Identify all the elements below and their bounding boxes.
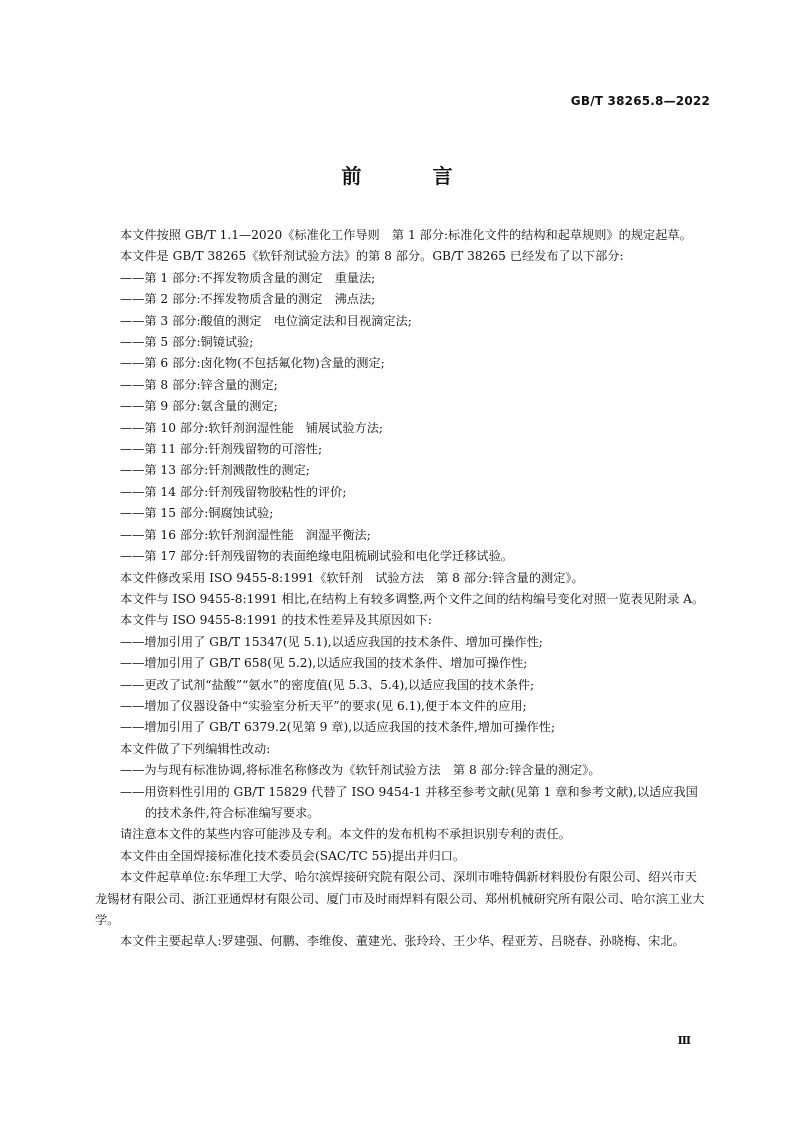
list-item: ——第 11 部分:钎剂残留物的可溶性;: [120, 442, 323, 457]
paragraph-technical-differences: 本文件与 ISO 9455-8:1991 的技术性差异及其原因如下:: [120, 613, 432, 628]
page-number: Ⅲ: [677, 1034, 690, 1047]
list-item: ——增加了仪器设备中“实验室分析天平”的要求(见 6.1),便于本文件的应用;: [120, 698, 527, 713]
list-item: ——为与现有标准协调,将标准名称修改为《软钎剂试验方法 第 8 部分:锌含量的测定》。: [120, 763, 601, 778]
list-item: ——第 17 部分:钎剂残留物的表面绝缘电阻梳刷试验和电化学迁移试验。: [120, 549, 513, 564]
paragraph-patent-notice: 请注意本文件的某些内容可能涉及专利。本文件的发布机构不承担识别专利的责任。: [120, 827, 571, 842]
list-item: ——第 6 部分:卤化物(不包括氟化物)含量的测定;: [120, 356, 385, 371]
paragraph-proposer: 本文件由全国焊接标准化技术委员会(SAC/TC 55)提出并归口。: [120, 848, 466, 863]
list-item: ——第 10 部分:软钎剂润湿性能 铺展试验方法;: [120, 420, 384, 435]
list-item: ——更改了试剂“盐酸”“氨水”的密度值(见 5.3、5.4),以适应我国的技术条件;: [120, 677, 535, 692]
list-item: ——第 14 部分:钎剂残留物胶粘性的评价;: [120, 484, 347, 499]
list-item: ——第 1 部分:不挥发物质含量的测定 重量法;: [120, 270, 376, 285]
list-item: ——增加引用了 GB/T 6379.2(见第 9 章),以适应我国的技术条件,增加可操作性;: [120, 720, 556, 735]
paragraph-editorial-changes: 本文件做了下列编辑性改动:: [120, 741, 271, 756]
standard-code: GB/T 38265.8—2022: [570, 94, 710, 108]
document-body: [95, 225, 709, 953]
list-item: ——增加引用了 GB/T 658(见 5.2),以适应我国的技术条件、增加可操作性;: [120, 656, 528, 671]
list-item: ——第 3 部分:酸值的测定 电位滴定法和目视滴定法;: [120, 313, 412, 328]
paragraph-structure-changes: 本文件与 ISO 9455-8:1991 相比,在结构上有较多调整,两个文件之间的结构编号变化对照一览表见附录 A。: [120, 591, 705, 606]
list-item: ——用资料性引用的 GB/T 15829 代替了 ISO 9454-1 并移至参考文献(见第 1 章和参考文献),以适应我国的技术条件,符合标准编写要求。: [120, 784, 698, 820]
list-item: ——第 13 部分:钎剂溅散性的测定;: [120, 463, 310, 478]
paragraph-iso-adoption: 本文件修改采用 ISO 9455-8:1991《软钎剂 试验方法 第 8 部分:锌含量的测定》。: [120, 570, 584, 585]
list-item: ——第 16 部分:软钎剂润湿性能 润湿平衡法;: [120, 527, 371, 542]
paragraph-drafting-rules: 本文件按照 GB/T 1.1—2020《标准化工作导则 第 1 部分:标准化文件的结构和起草规则》的规定起草。: [120, 228, 692, 242]
page-title: 前 言: [341, 164, 485, 188]
list-item: ——第 15 部分:铜腐蚀试验;: [120, 506, 274, 521]
paragraph-drafting-organizations: 本文件起草单位:东华理工大学、哈尔滨焊接研究院有限公司、深圳市唯特偶新材料股份有限公司、绍兴市天龙锡材有限公司、浙江亚通焊材有限公司、厦门市及时雨焊料有限公司、郑州机械研究所有限公司、哈尔滨工业大学。: [95, 870, 705, 927]
paragraph-part-of-series: 本文件是 GB/T 38265《软钎剂试验方法》的第 8 部分。GB/T 38265 已经发布了以下部分:: [120, 249, 624, 264]
list-item: ——第 8 部分:锌含量的测定;: [120, 377, 278, 392]
paragraph-main-drafters: 本文件主要起草人:罗建强、何鹏、李维俊、董建光、张玲玲、王少华、程亚芳、吕晓春、孙晓梅、宋北。: [120, 934, 685, 949]
list-item: ——第 9 部分:氨含量的测定;: [120, 399, 278, 414]
list-item: ——增加引用了 GB/T 15347(见 5.1),以适应我国的技术条件、增加可操作性;: [120, 634, 543, 649]
list-item: ——第 5 部分:铜镜试验;: [120, 335, 254, 350]
list-item: ——第 2 部分:不挥发物质含量的测定 沸点法;: [120, 292, 376, 307]
